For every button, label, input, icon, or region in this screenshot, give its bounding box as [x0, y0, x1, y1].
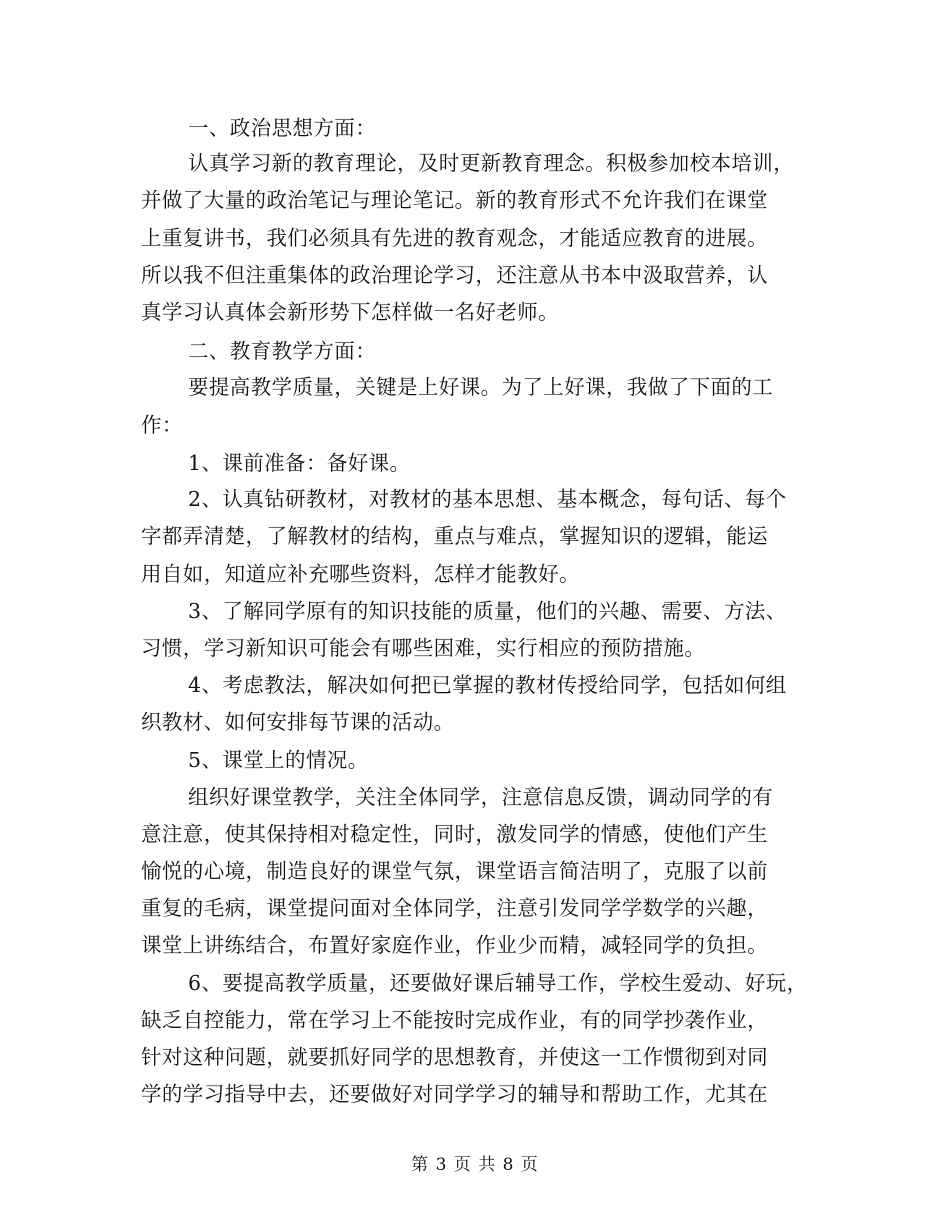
paragraph-line: 并做了大量的政治笔记与理论笔记。新的教育形式不允许我们在课堂	[141, 188, 768, 212]
paragraph-line: 习惯，学习新知识可能会有哪些困难，实行相应的预防措施。	[141, 636, 706, 660]
paragraph-line: 2、认真钻研教材，对教材的基本思想、基本概念，每句话、每个	[188, 487, 787, 511]
paragraph-line: 课堂上讲练结合，布置好家庭作业，作业少而精，减轻同学的负担。	[141, 933, 768, 957]
paragraph-line: 针对这种问题，就要抓好同学的思想教育，并使这一工作惯彻到对同	[141, 1045, 768, 1069]
section-heading-political: 一、政治思想方面：	[188, 116, 377, 140]
paragraph-line: 组织好课堂教学，关注全体同学，注意信息反馈，调动同学的有	[188, 785, 774, 809]
paragraph-line: 用自如，知道应补充哪些资料，怎样才能教好。	[141, 562, 580, 586]
paragraph-line: 上重复讲书，我们必须具有先进的教育观念，才能适应教育的进展。	[141, 226, 768, 250]
paragraph-line: 意注意，使其保持相对稳定性，同时，激发同学的情感，使他们产生	[141, 822, 768, 846]
paragraph-line: 字都弄清楚，了解教材的结构，重点与难点，掌握知识的逻辑，能运	[141, 524, 768, 548]
list-item-heading: 5、课堂上的情况。	[188, 748, 369, 772]
paragraph-line: 缺乏自控能力，常在学习上不能按时完成作业，有的同学抄袭作业，	[141, 1008, 768, 1032]
paragraph-line: 要提高教学质量，关键是上好课。为了上好课，我做了下面的工	[188, 375, 774, 399]
paragraph-line: 6、要提高教学质量，还要做好课后辅导工作，学校生爱动、好玩，	[188, 971, 808, 995]
paragraph-line: 学的学习指导中去，还要做好对同学学习的辅导和帮助工作，尤其在	[141, 1082, 768, 1106]
paragraph-line: 织教材、如何安排每节课的活动。	[141, 710, 455, 734]
paragraph-line: 真学习认真体会新形势下怎样做一名好老师。	[141, 300, 559, 324]
paragraph-line: 3、了解同学原有的知识技能的质量，他们的兴趣、需要、方法、	[188, 599, 787, 623]
paragraph-line: 认真学习新的教育理论，及时更新教育理念。积极参加校本培训，	[188, 151, 795, 175]
paragraph-line: 作：	[141, 413, 183, 437]
page-number-footer: 第 3 页 共 8 页	[411, 1155, 539, 1175]
paragraph-line: 4、考虑教法，解决如何把已掌握的教材传授给同学，包括如何组	[188, 673, 787, 697]
paragraph-line: 愉悦的心境，制造良好的课堂气氛，课堂语言简洁明了，克服了以前	[141, 859, 768, 883]
paragraph-line: 重复的毛病，课堂提问面对全体同学，注意引发同学学数学的兴趣，	[141, 896, 768, 920]
paragraph-line: 所以我不但注重集体的政治理论学习，还注意从书本中汲取营养，认	[141, 263, 768, 287]
section-heading-teaching: 二、教育教学方面：	[188, 339, 377, 363]
list-item-heading: 1、课前准备：备好课。	[188, 451, 411, 475]
